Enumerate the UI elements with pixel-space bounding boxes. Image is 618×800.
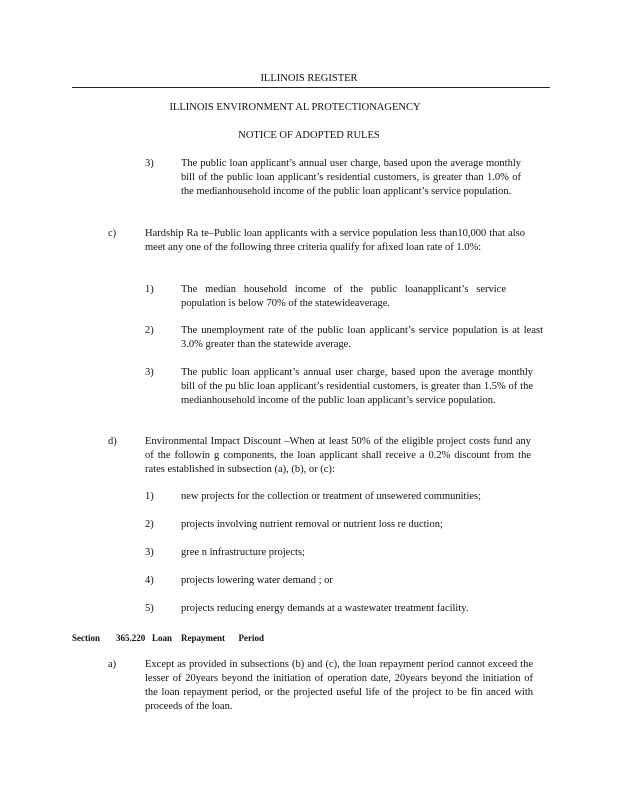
header-rule [72,87,550,88]
item-label: a) [108,659,117,670]
item-text: Except as provided in subsections (b) and (c), the loan repayment period cannot exceed the lesser of 20years beyond the initiation of operation date, 20years beyond the initiation of the loan repayment period, or the projected useful life of the project to be fin anced with proceeds of the loan. [145,659,533,712]
section-word: Section [72,633,100,643]
item-text: projects lowering water demand ; or [181,575,333,586]
item-label: 3) [145,547,154,558]
item-text: Environmental Impact Discount –When at least 50% of the eligible project costs fund any of the followin g components, the loan applicant shall receive a 0.2% discount from the rates established in subsection (a), (b), or (c): [145,436,531,475]
item-label: 4) [145,575,154,586]
item-label: d) [108,436,117,447]
item-text: projects reducing energy demands at a wastewater treatment facility. [181,603,469,614]
item-label: 5) [145,603,154,614]
item-text: projects involving nutrient removal or nutrient loss re duction; [181,519,443,530]
section-title: Loan Repayment Period [152,633,264,643]
item-label: 3) [145,158,154,169]
notice-title: NOTICE OF ADOPTED RULES [238,130,380,141]
agency-title: ILLINOIS ENVIRONMENT AL PROTECTIONAGENCY [169,102,421,113]
item-text: The median household income of the public loanapplicant’s service population is below 70% of the statewideaverage. [181,284,506,309]
item-text: new projects for the collection or treatment of unsewered communities; [181,491,482,502]
item-label: 3) [145,367,154,378]
item-text: Hardship Ra te–Public loan applicants with a service population less than10,000 that also meet any one of the following three criteria qualify for afixed loan rate of 1.0%: [145,228,525,253]
item-text: The public loan applicant’s annual user charge, based upon the average monthly bill of the public loan applicant’s residential customers, is greater than 1.0% of the medianhousehold income of the public loan applicant’s service population. [181,158,521,197]
item-text: gree n infrastructure projects; [181,547,305,558]
item-label: 1) [145,284,154,295]
item-label: 2) [145,325,154,336]
register-title: ILLINOIS REGISTER [260,73,358,84]
item-label: 2) [145,519,154,530]
item-label: 1) [145,491,154,502]
item-label: c) [108,228,117,239]
item-text: The public loan applicant’s annual user charge, based upon the average monthly bill of the pu blic loan applicant’s residential customers, is greater than 1.5% of the medianhousehold income of the public loan applicant’s service population. [181,367,533,406]
section-number: 365.220 [116,633,146,643]
item-text: The unemployment rate of the public loan applicant’s service population is at least 3.0% greater than the statewide average. [181,325,543,350]
